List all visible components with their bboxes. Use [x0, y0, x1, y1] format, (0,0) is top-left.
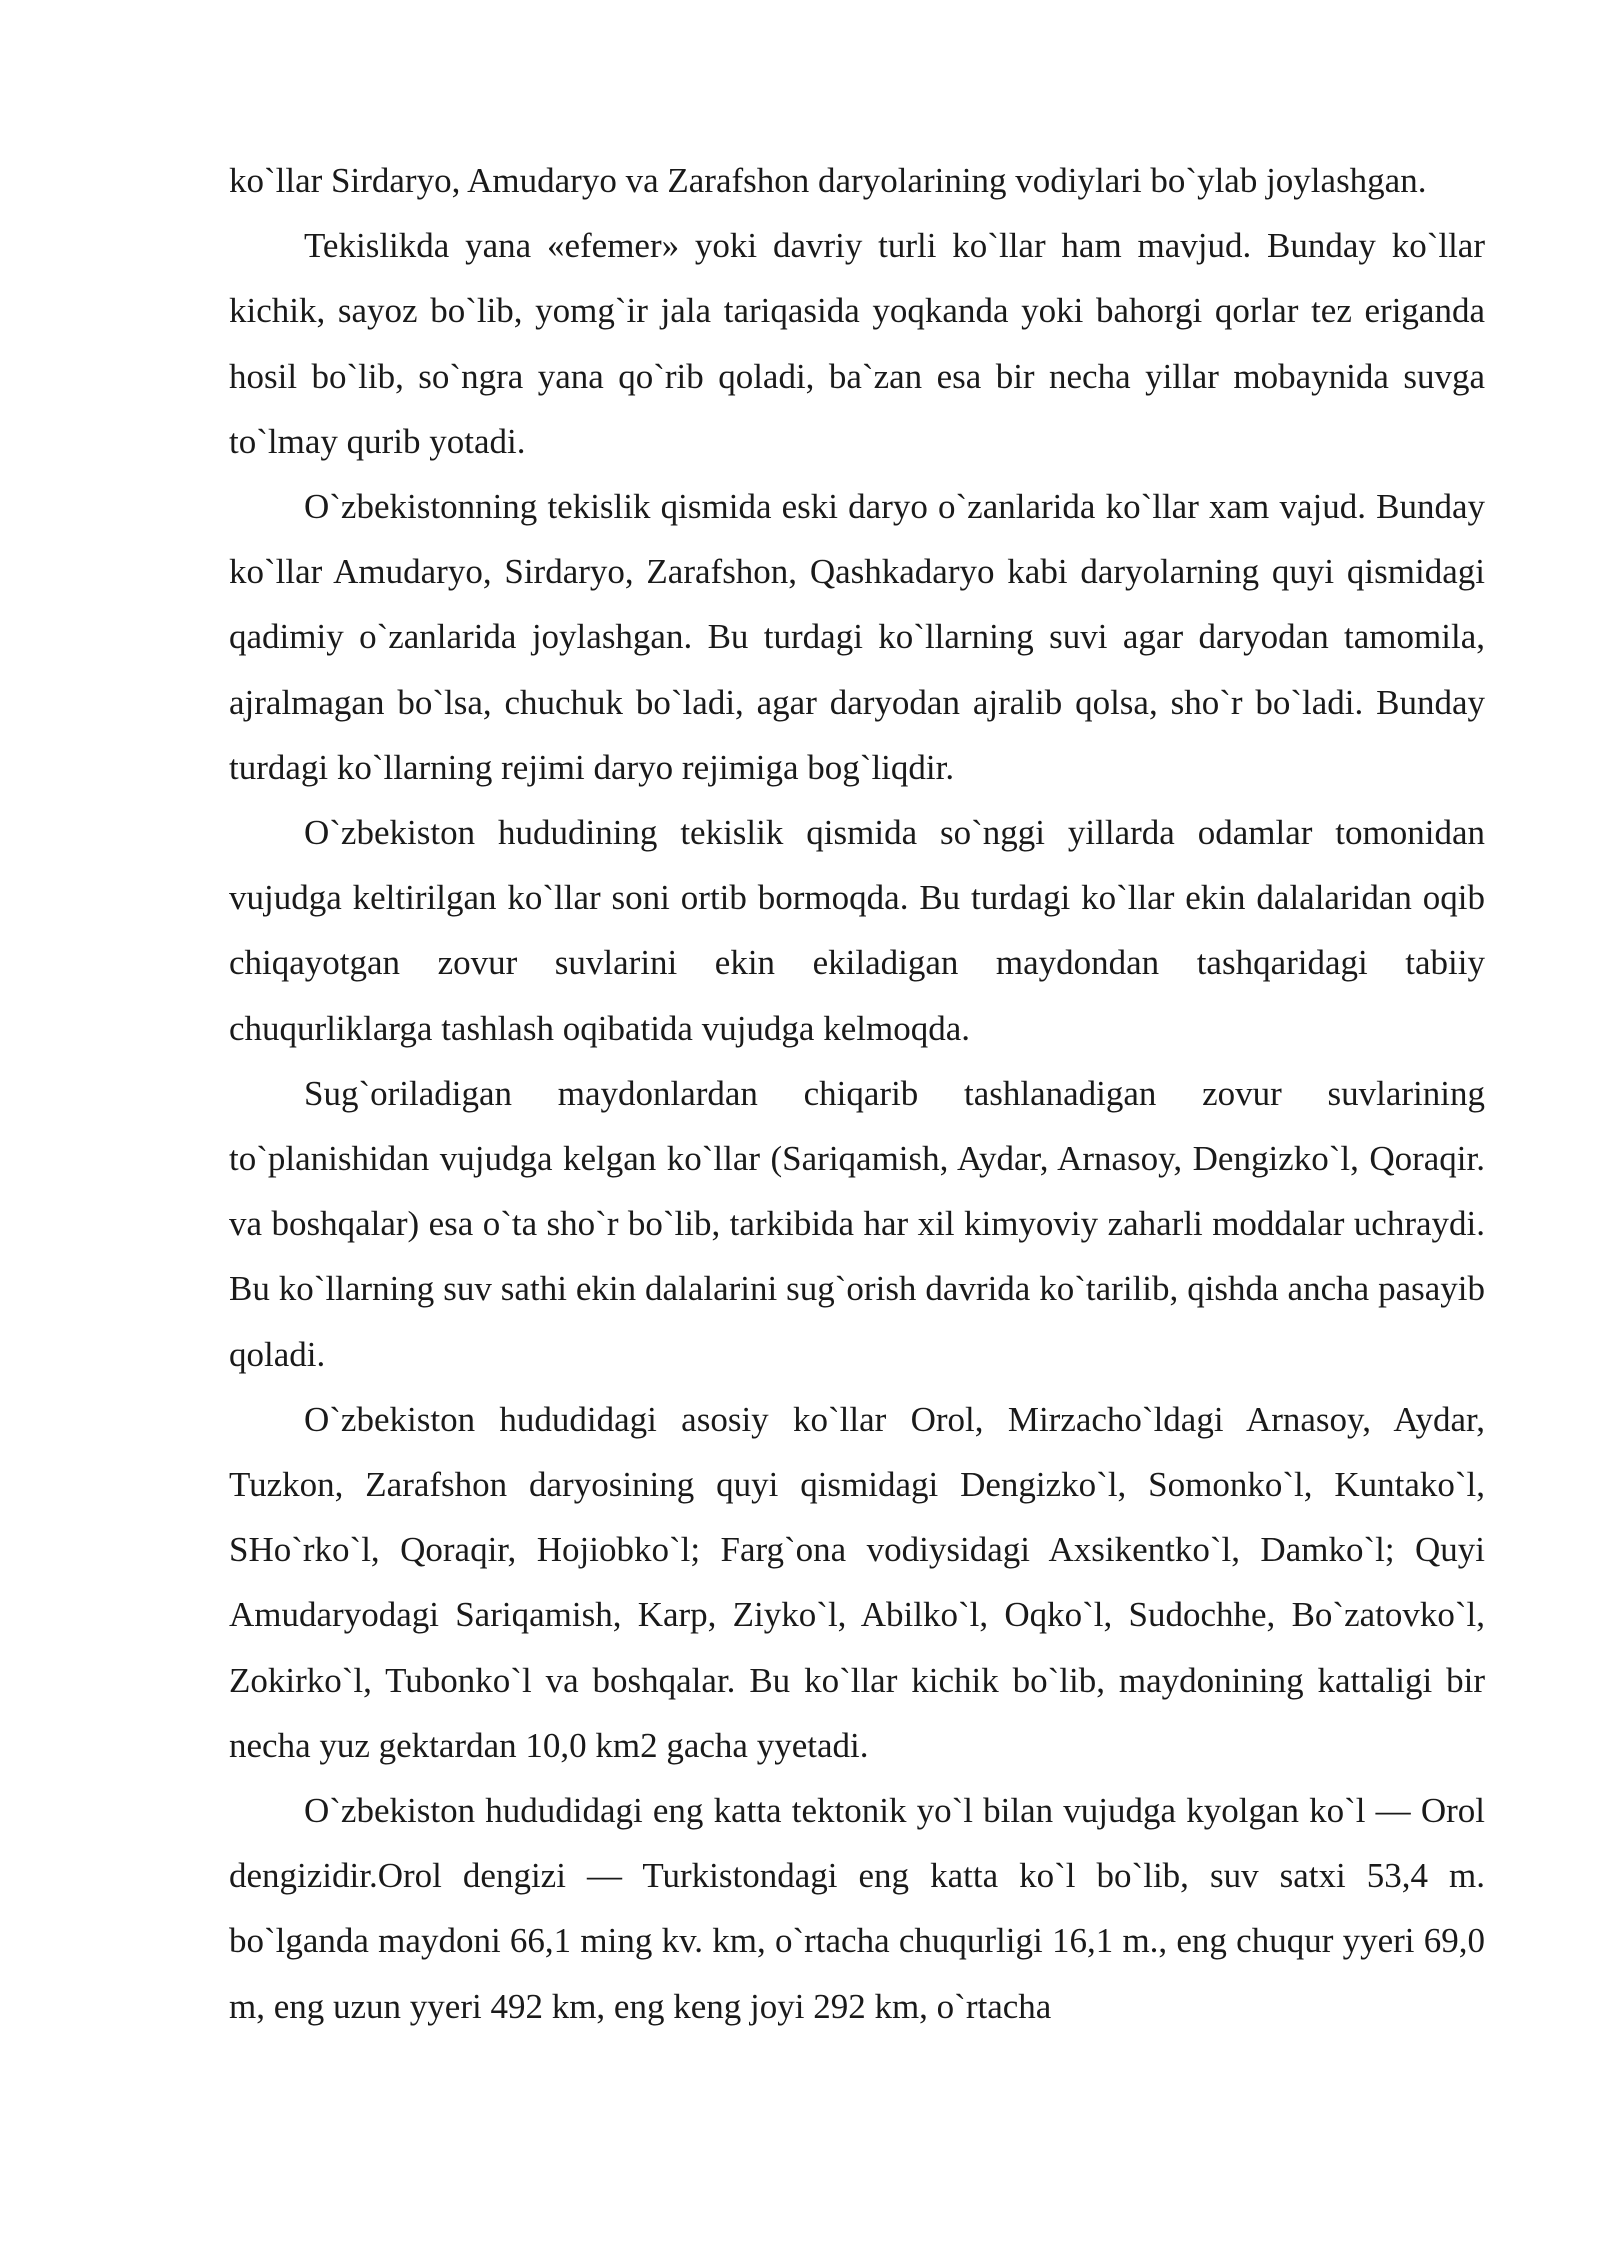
- paragraph-aral-sea: O`zbekiston hududidagi eng katta tektonik yo`l bilan vujudga kyolgan ko`l — Orol dengizidir.Orol dengizi — Turkistondagi eng katta ko`l bo`lib, suv satxi 53,4 m. bo`lganda maydoni 66,1 ming kv. km, o`rtacha chuqurligi 16,1 m., eng chuqur yyeri 69,0 m, eng uzun yyeri 492 km, eng keng joyi 292 km, o`rtacha: [229, 1791, 1485, 2026]
- paragraph-drainage-lakes: Sug`oriladigan maydonlardan chiqarib tashlanadigan zovur suvlarining to`planishidan vujudga kelgan ko`llar (Sariqamish, Aydar, Arnasoy, Dengizko`l, Qoraqir. va boshqalar) esa o`ta sho`r bo`lib, tarkibida har xil kimyoviy zaharli moddalar uchraydi. Bu ko`llarning suv sathi ekin dalalarini sug`orish davrida ko`tarilib, qishda ancha pasayib qoladi.: [229, 1073, 1485, 1374]
- paragraph-continuation: ko`llar Sirdaryo, Amudaryo va Zarafshon daryolarining vodiylari bo`ylab joylashgan.: [229, 161, 1427, 200]
- paragraph-main-lakes: O`zbekiston hududidagi asosiy ko`llar Orol, Mirzacho`ldagi Arnasoy, Aydar, Tuzkon, Zarafshon daryosining quyi qismidagi Dengizko`l, Somonko`l, Kuntako`l, SHo`rko`l, Qoraqir, Hojiobko`l; Farg`ona vodiysidagi Axsikentko`l, Damko`l; Quyi Amudaryodagi Sariqamish, Karp, Ziyko`l, Abilko`l, Oqko`l, Sudochhe, Bo`zatovko`l, Zokirko`l, Tubonko`l va boshqalar. Bu ko`llar kichik bo`lib, maydonining kattaligi bir necha yuz gektardan 10,0 km2 gacha yyetadi.: [229, 1399, 1485, 1765]
- paragraph-man-made-lakes: O`zbekiston hududining tekislik qismida so`nggi yillarda odamlar tomonidan vujudga keltirilgan ko`llar soni ortib bormoqda. Bu turdagi ko`llar ekin dalalaridan oqib chiqayotgan zovur suvlarini ekin ekiladigan maydondan tashqaridagi tabiiy chuqurliklarga tashlash oqibatida vujudga kelmoqda.: [229, 813, 1485, 1048]
- paragraph-ephemeral-lakes: Tekislikda yana «efemer» yoki davriy turli ko`llar ham mavjud. Bunday ko`llar kichik, sayoz bo`lib, yomg`ir jala tariqasida yoqkanda yoki bahorgi qorlar tez eriganda hosil bo`lib, so`ngra yana qo`rib qoladi, ba`zan esa bir necha yillar mobaynida suvga to`lmay qurib yotadi.: [229, 226, 1485, 461]
- body-text: [229, 148, 1485, 2039]
- paragraph-old-riverbed-lakes: O`zbekistonning tekislik qismida eski daryo o`zanlarida ko`llar xam vajud. Bunday ko`llar Amudaryo, Sirdaryo, Zarafshon, Qashkadaryo kabi daryolarning quyi qismidagi qadimiy o`zanlarida joylashgan. Bu turdagi ko`llarning suvi agar daryodan tamomila, ajralmagan bo`lsa, chuchuk bo`ladi, agar daryodan ajralib qolsa, sho`r bo`ladi. Bunday turdagi ko`llarning rejimi daryo rejimiga bog`liqdir.: [229, 487, 1485, 787]
